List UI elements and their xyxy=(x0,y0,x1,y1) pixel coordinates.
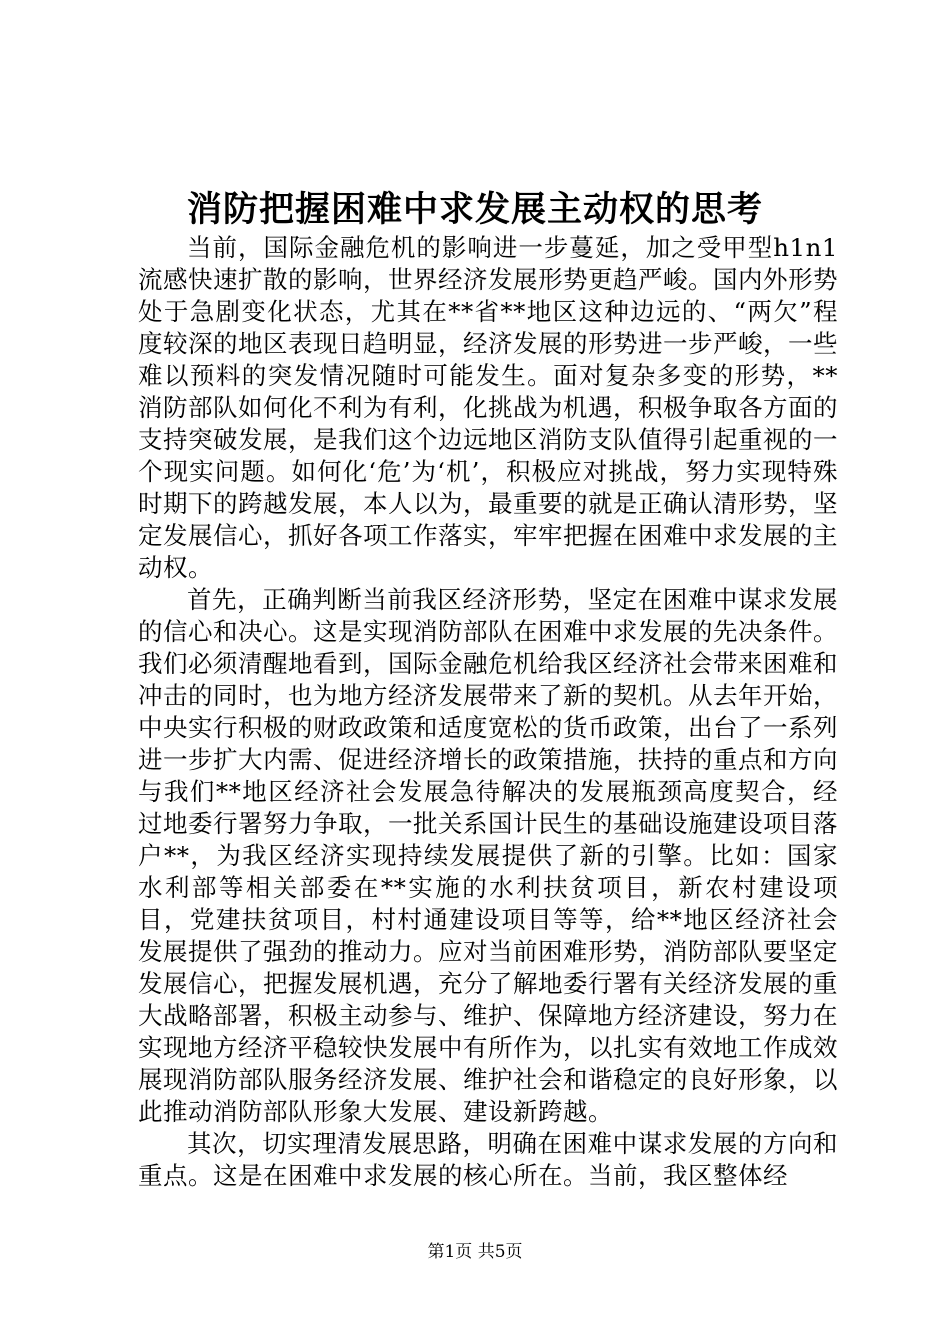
document-body xyxy=(138,232,838,1192)
paragraph-1: 当前，国际金融危机的影响进一步蔓延，加之受甲型h1n1流感快速扩散的影响，世界经济发展形势更趋严峻。国内外形势处于急剧变化状态，尤其在**省**地区这种边远的、“两欠”程度较深的地区表现日趋明显，经济发展的形势进一步严峻，一些难以预料的突发情况随时可能发生。面对复杂多变的形势，**消防部队如何化不利为有利，化挑战为机遇，积极争取各方面的支持突破发展，是我们这个边远地区消防支队值得引起重视的一个现实问题。如何化‘危’为‘机’，积极应对挑战，努力实现特殊时期下的跨越发展，本人以为，最重要的就是正确认清形势，坚定发展信心，抓好各项工作落实，牢牢把握在困难中求发展的主动权。 xyxy=(138,233,838,582)
page-number-footer: 第1页 共5页 xyxy=(427,1242,523,1262)
document-title: 消防把握困难中求发展主动权的思考 xyxy=(186,189,763,230)
paragraph-2: 首先，正确判断当前我区经济形势，坚定在困难中谋求发展的信心和决心。这是实现消防部队在困难中求发展的先决条件。我们必须清醒地看到，国际金融危机给我区经济社会带来困难和冲击的同时，也为地方经济发展带来了新的契机。从去年开始，中央实行积极的财政政策和适度宽松的货币政策，出台了一系列进一步扩大内需、促进经济增长的政策措施，扶持的重点和方向与我们**地区经济社会发展急待解决的发展瓶颈高度契合，经过地委行署努力争取，一批关系国计民生的基础设施建设项目落户**，为我区经济实现持续发展提供了新的引擎。比如：国家水利部等相关部委在**实施的水利扶贫项目，新农村建设项目，党建扶贫项目，村村通建设项目等等，给**地区经济社会发展提供了强劲的推动力。应对当前困难形势，消防部队要坚定发展信心，把握发展机遇，充分了解地委行署有关经济发展的重大战略部署，积极主动参与、维护、保障地方经济建设，努力在实现地方经济平稳较快发展中有所作为，以扎实有效地工作成效展现消防部队服务经济发展、维护社会和谐稳定的良好形象，以此推动消防部队形象大发展、建设新跨越。 xyxy=(138,585,838,1126)
paragraph-3: 其次，切实理清发展思路，明确在困难中谋求发展的方向和重点。这是在困难中求发展的核心所在。当前，我区整体经 xyxy=(138,1129,838,1190)
